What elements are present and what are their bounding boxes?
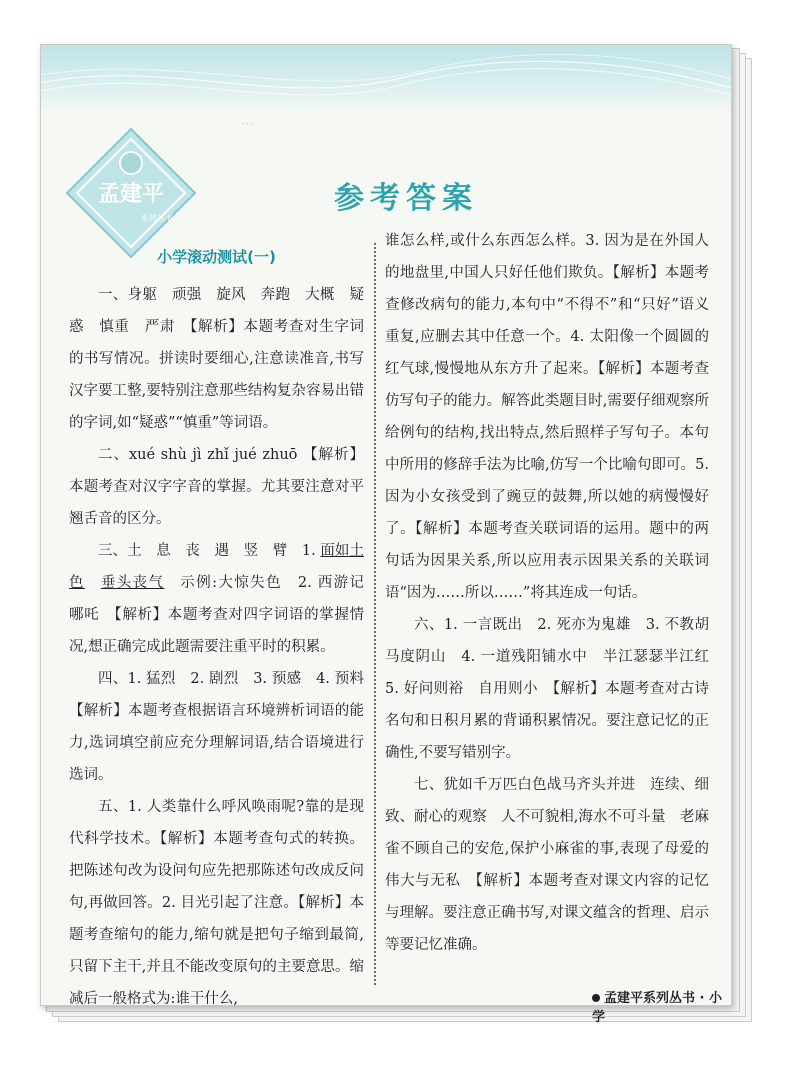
- answer-part-3-b: [85, 575, 101, 591]
- answer-part-3-a: 三、土 息 丧 遇 竖 臂 1.: [98, 543, 321, 559]
- header-band: [41, 45, 731, 113]
- section-title: 小学滚动测试(一): [157, 248, 276, 266]
- logo-text: 孟建平: [97, 182, 165, 207]
- answer-part-6: 六、1. 一言既出 2. 死亦为鬼雄 3. 不教胡马度阴山 4. 一道残阳铺水中 半江瑟瑟半江红 5. 好问则裕 自用则小 【解析】本题考查对古诗名句和日积月累的背诵积累情况。要注意记忆的正确性,不要写错别字。: [385, 617, 724, 761]
- footer-text: 孟建平系列丛书 · 小学: [592, 991, 722, 1025]
- answer-part-5: 五、1. 人类靠什么呼风唤雨呢?靠的是现代科学技术。【解析】本题考查句式的转换。把陈述句改为设问句应先把那陈述句改成反问句,再做回答。2. 目光引起了注意。【解析】本题考查缩句的能力,缩句就是把句子缩到最简,只留下主干,并且不能改变原句的主要意思。缩减后一般格式为:谁干什么,: [69, 799, 364, 1007]
- left-column: [69, 241, 379, 1015]
- answer-part-3: [69, 535, 379, 663]
- logo-subtext: 系列丛书: [141, 214, 173, 223]
- wave-decoration: [41, 53, 731, 113]
- answer-part-4: 四、1. 猛烈 2. 剧烈 3. 预感 4. 预料 【解析】本题考查根据语言环境辨析词语的能力,选词填空前应充分理解词语,结合语境进行选词。: [69, 671, 379, 783]
- bullet-icon: [592, 994, 600, 1002]
- answer-part-5-cont: 谁怎么样,或什么东西怎么样。3. 因为是在外国人的地盘里,中国人只好任他们欺负。【解析】本题考查修改病句的能力,本句中“不得不”和“只好”语义重复,应删去其中任意一个。4. 太阳像一个圆圆的红气球,慢慢地从东方升了起来。【解析】本题考查仿写句子的能力。解答此类题目时,需要仔细观察所给例句的结构,找出特点,然后照样子写句子。本句中所用的修辞手法为比喻,仿写一个比喻句即可。5. 因为小女孩受到了豌豆的鼓舞,所以她的病慢慢好了。【解析】本题考查关联词语的运用。题中的两句话为因果关系,所以应用表示因果关系的关联词语“因为……所以……”将其连成一句话。: [385, 233, 709, 601]
- bleed-through-text: ···: [241, 117, 254, 132]
- answer-part-3-c: 示例:大惊失色 2. 西游记 哪吒 【解析】本题考查对四字词语的掌握情况,想正确完成此题需要注重平时的积累。: [69, 575, 379, 655]
- answer-underline-1: 面如土色: [69, 543, 364, 591]
- answer-part-7: 七、犹如千万匹白色战马齐头并进 连续、细致、耐心的观察 人不可貌相,海水不可斗量 老麻雀不顾自己的安危,保护小麻雀的事,表现了母爱的伟大与无私 【解析】本题考查对课文内容的记忆与理解。要注意正确书写,对课文蕴含的哲理、启示等要记忆准确。: [385, 777, 709, 953]
- answer-underline-2: 垂头丧气: [100, 575, 165, 591]
- right-column: [385, 225, 724, 961]
- answer-part-1: 一、身躯 顽强 旋风 奔跑 大概 疑惑 慎重 严肃 【解析】本题考查对生字词的书写情况。拼读时要细心,注意读准音,书写汉字要工整,要特别注意那些结构复杂容易出错的字词,如“疑惑”“慎重”等词语。: [69, 287, 364, 431]
- answer-page: [40, 44, 732, 1025]
- page-title: 参考答案: [334, 181, 478, 216]
- footer-series: [592, 987, 731, 1025]
- answer-part-2: 二、xué shù jì zhǐ jué zhuō 【解析】本题考查对汉字字音的掌握。尤其要注意对平翘舌音的区分。: [69, 447, 364, 527]
- column-divider: [374, 243, 378, 985]
